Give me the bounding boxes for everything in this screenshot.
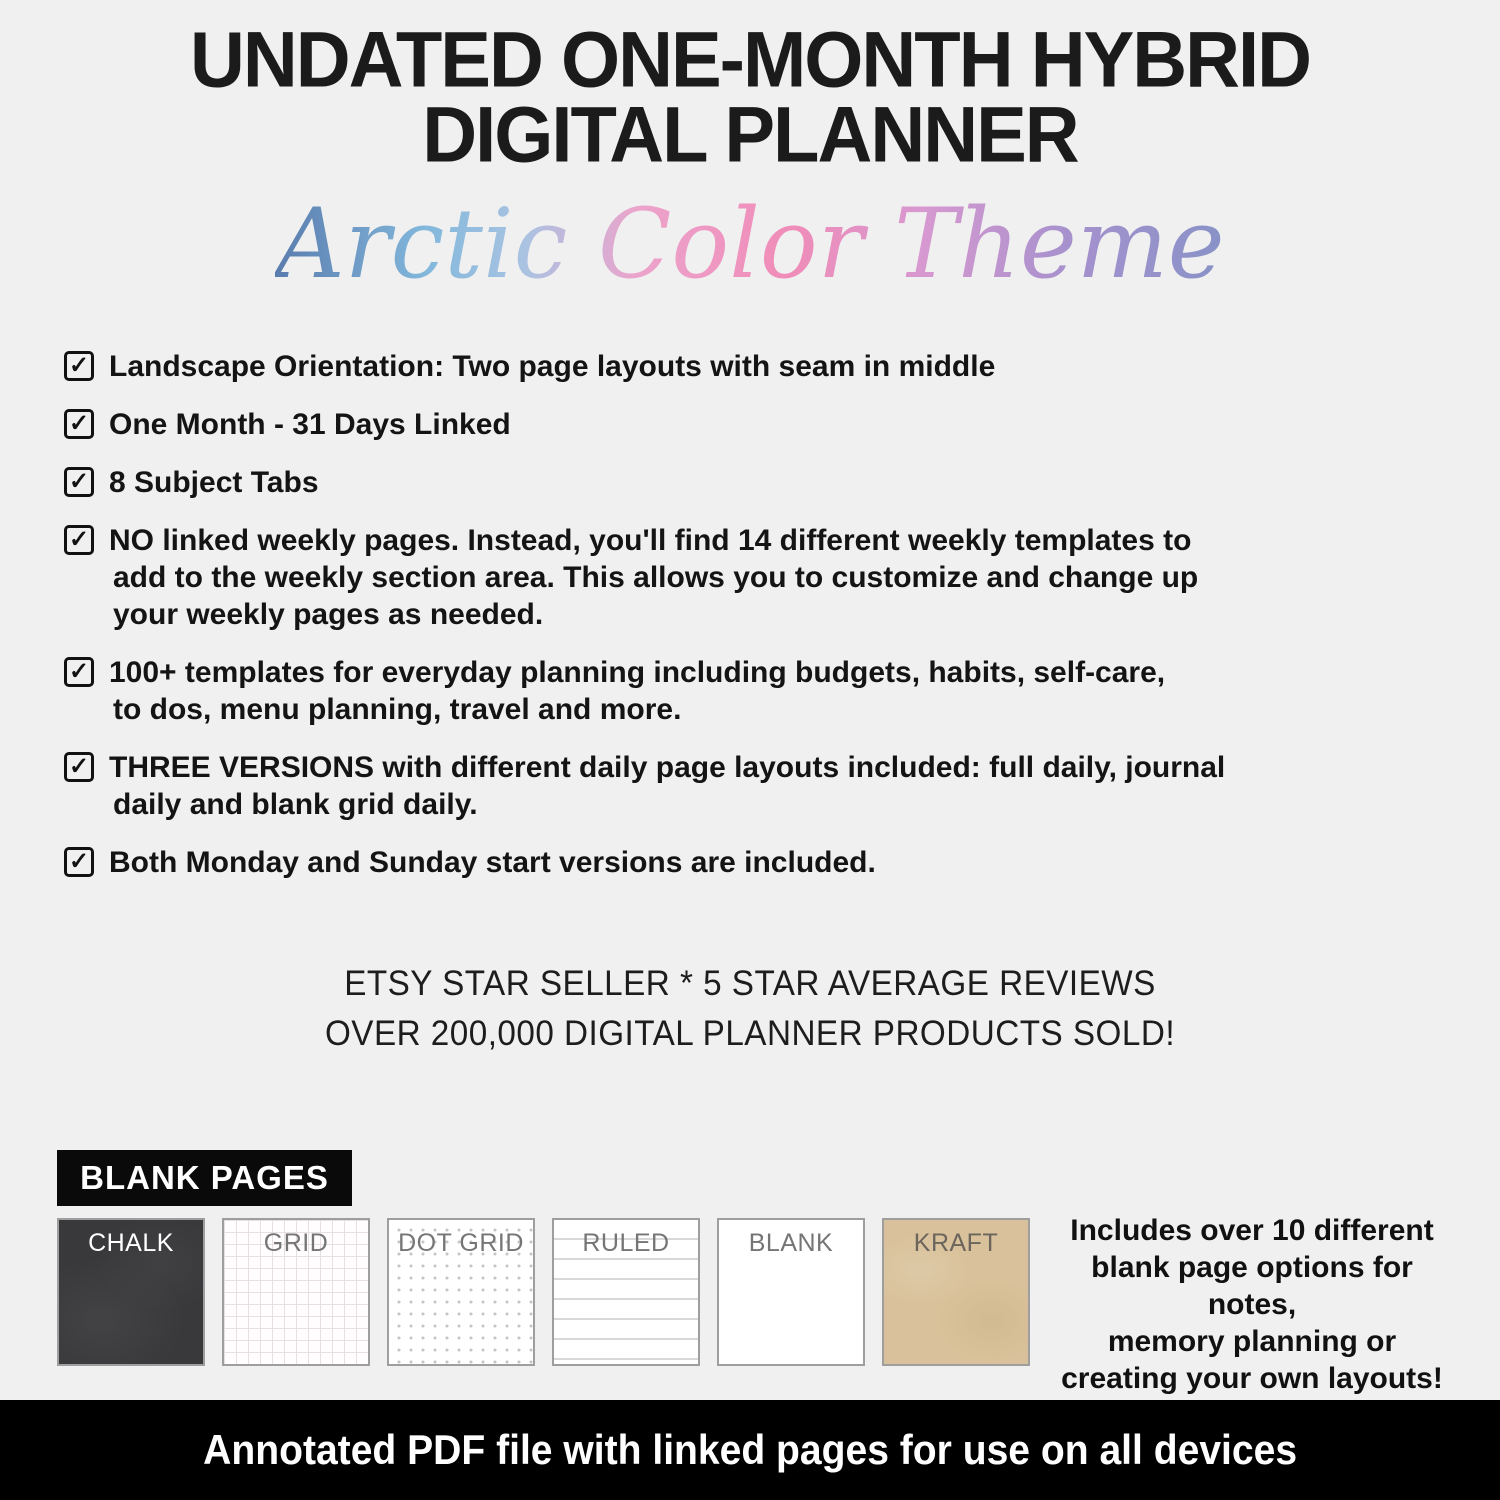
feature-item xyxy=(64,348,1442,385)
blank-pages-heading: BLANK PAGES xyxy=(57,1150,352,1206)
social-proof xyxy=(38,959,1463,1058)
checked-checkbox-icon: ✓ xyxy=(64,467,94,497)
feature-item xyxy=(64,749,1442,823)
blank-pages-note xyxy=(1052,1212,1452,1397)
feature-text: One Month - 31 Days Linked xyxy=(109,408,511,442)
feature-text: your weekly pages as needed. xyxy=(113,598,544,632)
checked-checkbox-icon: ✓ xyxy=(64,351,94,381)
page-title xyxy=(0,15,1500,180)
checked-checkbox-icon: ✓ xyxy=(64,525,94,555)
note-line: creating your own layouts! xyxy=(1061,1362,1443,1395)
feature-text: 100+ templates for everyday planning including budgets, habits, self-care, xyxy=(109,656,1166,690)
feature-item xyxy=(64,522,1442,633)
header xyxy=(0,0,1500,301)
blank-pages-section xyxy=(57,1150,1030,1366)
title-line-2: DIGITAL PLANNER xyxy=(422,90,1078,180)
title-line-1: UNDATED ONE-MONTH HYBRID xyxy=(189,15,1311,105)
feature-text: Both Monday and Sunday start versions are included. xyxy=(109,846,876,880)
social-proof-line-1: ETSY STAR SELLER * 5 STAR AVERAGE REVIEWS xyxy=(344,964,1156,1004)
feature-item xyxy=(64,406,1442,443)
swatch-dot-grid: DOT GRID xyxy=(387,1218,535,1366)
subtitle-script: Arctic Color Theme xyxy=(275,188,1225,301)
feature-text: Landscape Orientation: Two page layouts with seam in middle xyxy=(109,350,996,384)
feature-text: 8 Subject Tabs xyxy=(109,466,319,500)
checked-checkbox-icon: ✓ xyxy=(64,657,94,687)
swatch-ruled: RULED xyxy=(552,1218,700,1366)
feature-item xyxy=(64,654,1442,728)
swatch-grid: GRID xyxy=(222,1218,370,1366)
checked-checkbox-icon: ✓ xyxy=(64,409,94,439)
feature-checklist xyxy=(64,348,1442,881)
footer-bar xyxy=(0,1400,1500,1500)
note-line: memory planning or xyxy=(1107,1325,1397,1358)
feature-text: NO linked weekly pages. Instead, you'll find 14 different weekly templates to xyxy=(109,524,1192,558)
note-line: Includes over 10 different xyxy=(1070,1214,1434,1247)
feature-item xyxy=(64,844,1442,881)
swatch-blank: BLANK xyxy=(717,1218,865,1366)
checked-checkbox-icon: ✓ xyxy=(64,847,94,877)
footer-text: Annotated PDF file with linked pages for use on all devices xyxy=(203,1426,1297,1473)
note-line: blank page options for notes, xyxy=(1091,1251,1413,1321)
feature-text: add to the weekly section area. This allows you to customize and change up xyxy=(113,561,1199,595)
social-proof-line-2: OVER 200,000 DIGITAL PLANNER PRODUCTS SOLD! xyxy=(324,1014,1176,1054)
checked-checkbox-icon: ✓ xyxy=(64,752,94,782)
feature-text: daily and blank grid daily. xyxy=(113,788,478,822)
blank-page-swatches xyxy=(57,1218,1030,1366)
feature-text: to dos, menu planning, travel and more. xyxy=(113,693,682,727)
swatch-kraft: KRAFT xyxy=(882,1218,1030,1366)
feature-item xyxy=(64,464,1442,501)
swatch-chalk: CHALK xyxy=(57,1218,205,1366)
feature-text: THREE VERSIONS with different daily page layouts included: full daily, journal xyxy=(109,751,1226,785)
